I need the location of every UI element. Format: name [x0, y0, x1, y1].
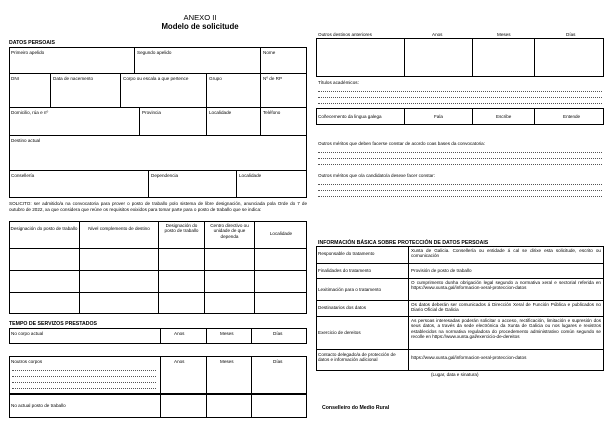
dp-row-2-label: Lexitimación para o tratamento	[318, 287, 382, 292]
dp-row-3-label: Destinatarios dos datos	[318, 305, 367, 310]
dni-label: DNI	[11, 76, 19, 81]
current-post-service-label: No actual posto de traballo	[11, 403, 66, 408]
other-corps-label: Noutros corpos	[11, 359, 43, 364]
col-locality: Localidade	[269, 231, 293, 236]
previous-posts-table	[316, 38, 604, 77]
signature-caption: (Lugar, data e sinatura)	[431, 372, 479, 377]
col-post-designation-2: Designación do posto de traballo	[164, 223, 199, 234]
col-post-designation: Designación do posto de traballo	[10, 226, 78, 231]
current-corps-label: No corpo actual	[11, 331, 44, 336]
dp-row-5-value: https://www.xunta.gal/informacion-xeral-proteccion-datos	[411, 355, 527, 360]
name-label: Nome	[263, 50, 276, 55]
post-locality-label: Localidade	[239, 173, 262, 178]
years-label-2: Anos	[174, 359, 185, 364]
col-destination-level: Nivel complemento de destino	[88, 226, 150, 231]
speaks-label: Fala	[434, 114, 443, 119]
days-label-2: Días	[273, 359, 283, 364]
personal-data-title: DATOS PERSOAIS	[9, 40, 55, 46]
candidate-merits-label: Outros méritos que o/a candidato/a desexe facer constar:	[318, 173, 435, 178]
request-statement: SOLICITO: ser admitido/a na convocatoria para prover o posto de traballo polo sistema de libre designación, anunciada pola Orde do 7 de outubro de 2022, xa que considera que reúne os requisitos exixidos para tomar parte para o posto de traballo que se indica:	[9, 201, 307, 212]
dp-row-2-value: O cumprimento dunha obrigación legal segundo a normativa xeral e sectorial referida en https://www.xunta.gal/informacion-xeral-proteccion-datos	[411, 280, 601, 291]
galician-language-label: Coñecemento da lingua galega	[318, 114, 382, 119]
group-label: Grupo	[209, 76, 222, 81]
months-label-1: Meses	[220, 331, 234, 336]
months-label-2: Meses	[220, 359, 234, 364]
other-merits-label: Outros méritos que deben facerse constar de acordo coas bases da convocatoria:	[318, 141, 486, 146]
dp-row-1-label: Finalidades do tratamento	[318, 268, 372, 273]
phone-label: Teléfono	[263, 110, 281, 115]
prev-months-label: Meses	[497, 32, 511, 37]
locality-label: Localidade	[209, 110, 232, 115]
years-label-1: Anos	[174, 331, 185, 336]
previous-posts-label: Outros destinos anteriores	[318, 32, 372, 37]
dp-row-5-label: Contacto delegado/a de protección de datos e información adicional	[318, 352, 396, 363]
annex-label: ANEXO II	[183, 13, 217, 22]
department-label: Dependencia	[151, 173, 179, 178]
dp-row-0-label: Responsable do tratamento	[318, 251, 375, 256]
dp-row-4-value: As persoas interesadas poderán solicitar o acceso, rectificación, limitación e supresión dos seus datos, a través da sede electrónica da Xunta de Galicia ou nos lugares e rexistros establecidos na normativa reguladora do procedemento administrativo común segundo se recolle en https://www.xunta.gal/exercicio-de-dereitos	[411, 318, 601, 339]
ministry-label: Consellería	[11, 173, 35, 178]
service-current-corps-table	[9, 328, 307, 344]
second-surname-label: Segundo apelido	[137, 50, 172, 55]
address-label: Domicilio, rúa e nº	[11, 110, 49, 115]
prev-years-label: Anos	[432, 32, 443, 37]
col-directive-center: Centro directivo ou unidade de que dependa	[210, 223, 249, 239]
addressee-label: Conselleiro do Medio Rural	[322, 405, 390, 411]
dp-row-4-label: Exercicio de dereitos	[318, 330, 361, 335]
birth-date-label: Data de nacemento	[53, 76, 94, 81]
corps-scale-label: Corpo ou escala a que pertence	[123, 76, 189, 81]
first-surname-label: Primeiro apelido	[11, 50, 45, 55]
dp-row-3-value: Os datos deberán ser comunicados á Dirección Xeral de Función Pública e publicados no Diario Oficial de Galicia	[411, 302, 601, 313]
days-label-1: Días	[273, 331, 283, 336]
rp-number-label: Nº de RP	[263, 76, 283, 81]
form-title: Modelo de solicitude	[161, 22, 239, 31]
province-label: Provincia	[142, 110, 161, 115]
writes-label: Escribe	[496, 114, 512, 119]
data-protection-title: INFORMACIÓN BÁSICA SOBRE PROTECCIÓN DE DATOS PERSOAIS	[318, 240, 489, 246]
dp-row-0-value: Xunta de Galicia. Consellería ou entidade á cal se dirixe esta solicitude, escrito ou comunicación	[411, 248, 601, 259]
service-time-title: TEMPO DE SERVIZOS PRESTADOS	[9, 321, 98, 327]
understands-label: Entende	[563, 114, 581, 119]
current-post-label: Destino actual	[11, 138, 41, 143]
academic-titles-label: Títulos académicos:	[318, 80, 359, 85]
prev-days-label: Días	[566, 32, 576, 37]
dp-row-1-value: Provisión de posto de traballo	[411, 268, 472, 273]
